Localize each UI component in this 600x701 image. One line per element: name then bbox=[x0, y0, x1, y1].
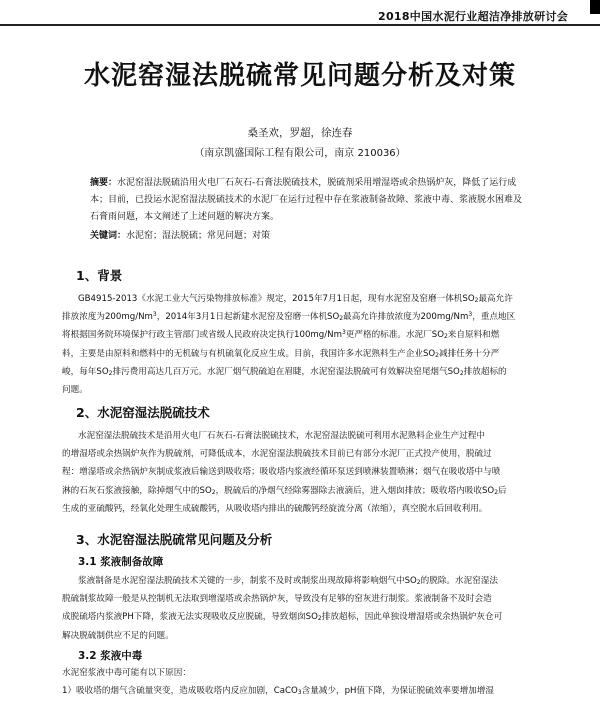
keywords-label: 关键词： bbox=[90, 231, 127, 241]
abstract-label: 摘要： bbox=[90, 178, 118, 188]
section-1-heading: 1、背景 bbox=[76, 268, 123, 283]
text-line: GB4915-2013《水泥工业大气污染物排放标准》规定，2015年7月1日起，现有水泥窑及窑磨一体机$SO_2$最高允许 bbox=[78, 294, 513, 304]
text-line: 将根据国务院环境保护行政主管部门或省级人民政府决定执行100mg/Nm$^3$更严格的标准。水泥厂$SO_2$来自原料和燃 bbox=[62, 329, 500, 341]
abstract bbox=[90, 175, 522, 226]
text-line: 淋的石灰石浆液接触，除掉烟气中的$SO_2$，脱硫后的净烟气经除雾器除去液滴后，进入烟囱排放；吸收塔内吸收$SO_2$后 bbox=[62, 485, 507, 496]
text-line: 排放浓度为200mg/Nm$^3$，2014年3月1日起新建水泥窑及窑磨一体机$SO_2$最高允许排放浓度为200mg/Nm$^3$，重点地区 bbox=[62, 311, 516, 323]
text-line: 浆液制备是水泥窑湿法脱硫技术关键的一步，制浆不及时或制浆出现故障将影响烟气中$SO_2$的脱除。水泥窑湿法 bbox=[78, 576, 498, 586]
paper-affiliation: （南京凯盛国际工程有限公司，南京 210036） bbox=[194, 148, 406, 159]
header-rule bbox=[0, 24, 600, 26]
section-3-1-body bbox=[62, 572, 554, 645]
running-header: 2018中国水泥行业超洁净排放研讨会 bbox=[377, 10, 568, 23]
text-line: 的增湿塔或余热锅炉灰作为脱硫剂，可降低成本，水泥窑湿法脱硫技术目前已有部分水泥厂正式投产使用，脱硫过 bbox=[62, 449, 492, 460]
text-line: 解决脱硫制供应不足的问题。 bbox=[62, 630, 174, 641]
paper-authors: 桑圣欢，罗超，徐连春 bbox=[247, 127, 353, 139]
text-line: 峻，每年$SO_2$排污费用高达几百万元。水泥厂烟气脱硫迫在眉睫，水泥窑湿法脱硫可有效解决窑尾烟气$SO_2$排放超标的 bbox=[62, 366, 507, 377]
text-line: 1）吸收塔的烟气含硫量突变，造成吸收塔内反应加剧，CaCO$_3$含量减少，pH值下降，为保证脱硫效率要增加增湿 bbox=[62, 686, 494, 697]
section-2-body bbox=[62, 427, 554, 518]
text-line: 脱硫制浆故障一般是从控制机无法取到增湿塔或余热锅炉灰，导致没有足够的窑灰进行制浆。浆液制备不及时会造 bbox=[62, 594, 492, 605]
section-3-heading: 3、水泥窑湿法脱硫常见问题及分析 bbox=[76, 532, 273, 547]
paper-title: 水泥窑湿法脱硫常见问题分析及对策 bbox=[83, 61, 516, 91]
text-line: 程：增湿塔或余热锅炉灰制成浆液后输送到吸收塔；吸收塔内浆液经循环泵送到喷淋装置喷淋；烟气在吸收塔中与喷 bbox=[62, 467, 501, 478]
text-line: 问题。 bbox=[62, 385, 88, 396]
section-3-1-heading: 3.1 浆液制备故障 bbox=[78, 556, 164, 568]
text-line: 水泥窑浆液中毒可能有以下原因： bbox=[62, 668, 191, 678]
corner-mark bbox=[590, 0, 600, 14]
section-3-2-body bbox=[62, 664, 554, 700]
text-line: 水泥窑湿法脱硫技术是沿用火电厂石灰石-石膏法脱硫技术，水泥窑湿法脱硫可利用水泥熟料企业生产过程中 bbox=[78, 431, 486, 441]
text-line: 料，主要是由原料和燃料中的无机硫与有机硫氧化反应生成。目前，我国许多水泥熟料生产企业$SO_2$减排任务十分严 bbox=[62, 348, 500, 359]
section-3-2-heading: 3.2 浆液中毒 bbox=[78, 650, 143, 662]
keywords bbox=[90, 228, 522, 244]
abstract-text: 水泥窑湿法脱硫沿用火电厂石灰石-石膏法脱硫技术，脱硫剂采用增湿塔或余热锅炉灰，降低了运行成本；目前，已投运水泥窑湿法脱硫技术的水泥厂在运行过程中存在浆液制备故障、浆液中毒、浆液脱水困难及石膏雨问题，本文阐述了上述问题的解决方案。 bbox=[90, 178, 523, 222]
text-line: 生成的亚硫酸钙，经氧化处理生成硫酸钙，从吸收塔内排出的硫酸钙经旋流分离（浓缩），真空脱水后回收利用。 bbox=[62, 503, 488, 514]
text-line: 成脱硫塔内浆液PH下降，浆液无法实现吸收反应脱硫，导致烟囱$SO_2$排放超标，因此单独设增湿塔或余热锅炉灰仓可 bbox=[62, 612, 503, 623]
keywords-text: 水泥窑；湿法脱硫；常见问题；对策 bbox=[126, 231, 271, 241]
section-1-body bbox=[62, 290, 554, 399]
section-2-heading: 2、水泥窑湿法脱硫技术 bbox=[76, 405, 210, 420]
